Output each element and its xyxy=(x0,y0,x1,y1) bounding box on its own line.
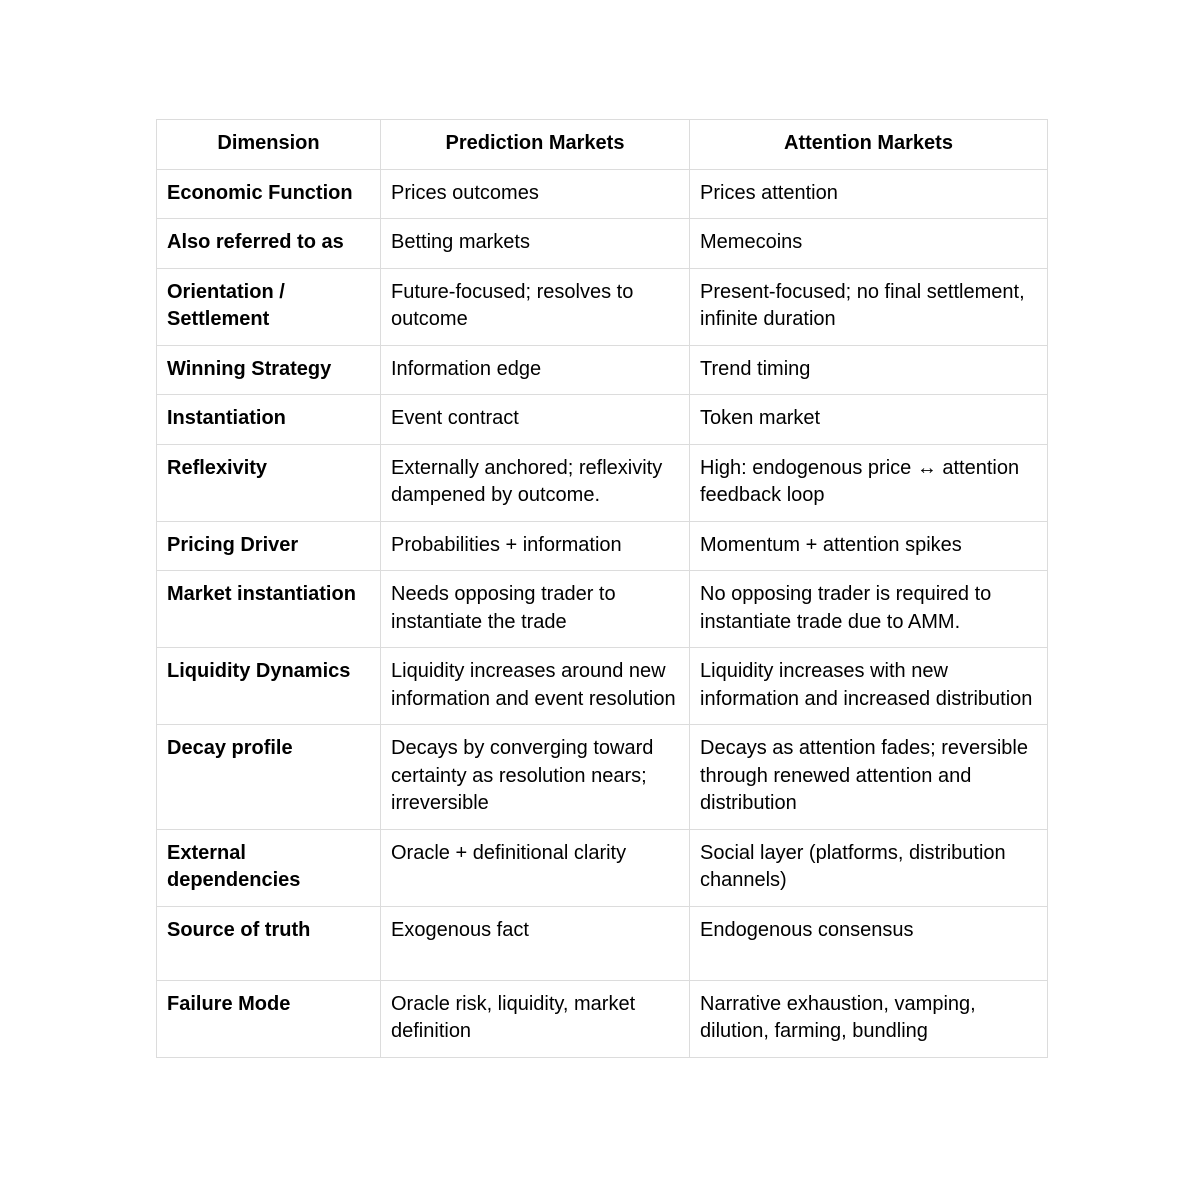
dimension-cell: Decay profile xyxy=(157,725,381,830)
table-row xyxy=(157,219,1048,269)
table-header-row xyxy=(157,120,1048,170)
comparison-table-container xyxy=(156,119,1047,1058)
prediction-cell: Future-focused; resolves to outcome xyxy=(381,268,690,345)
header-dimension: Dimension xyxy=(157,120,381,170)
prediction-cell: Probabilities + information xyxy=(381,521,690,571)
table-row xyxy=(157,345,1048,395)
prediction-cell: Event contract xyxy=(381,395,690,445)
table-row xyxy=(157,268,1048,345)
table-row xyxy=(157,906,1048,980)
dimension-cell: Reflexivity xyxy=(157,444,381,521)
attention-cell: Trend timing xyxy=(690,345,1048,395)
attention-cell: Momentum + attention spikes xyxy=(690,521,1048,571)
comparison-table xyxy=(156,119,1048,1058)
dimension-cell: Also referred to as xyxy=(157,219,381,269)
dimension-cell: Instantiation xyxy=(157,395,381,445)
prediction-cell: Liquidity increases around new information and event resolution xyxy=(381,648,690,725)
dimension-cell: External dependencies xyxy=(157,829,381,906)
attention-cell: High: endogenous price ↔ attention feedback loop xyxy=(690,444,1048,521)
attention-cell: No opposing trader is required to instantiate trade due to AMM. xyxy=(690,571,1048,648)
dimension-cell: Economic Function xyxy=(157,169,381,219)
prediction-cell: Information edge xyxy=(381,345,690,395)
table-row xyxy=(157,980,1048,1057)
attention-cell: Endogenous consensus xyxy=(690,906,1048,980)
dimension-cell: Failure Mode xyxy=(157,980,381,1057)
table-row xyxy=(157,648,1048,725)
attention-cell: Token market xyxy=(690,395,1048,445)
dimension-cell: Winning Strategy xyxy=(157,345,381,395)
table-row xyxy=(157,521,1048,571)
dimension-cell: Source of truth xyxy=(157,906,381,980)
prediction-cell: Prices outcomes xyxy=(381,169,690,219)
prediction-cell: Externally anchored; reflexivity dampened by outcome. xyxy=(381,444,690,521)
prediction-cell: Oracle + definitional clarity xyxy=(381,829,690,906)
attention-cell: Social layer (platforms, distribution channels) xyxy=(690,829,1048,906)
attention-cell: Memecoins xyxy=(690,219,1048,269)
header-attention-markets: Attention Markets xyxy=(690,120,1048,170)
table-row xyxy=(157,444,1048,521)
table-row xyxy=(157,169,1048,219)
prediction-cell: Decays by converging toward certainty as resolution nears; irreversible xyxy=(381,725,690,830)
table-row xyxy=(157,829,1048,906)
attention-cell: Liquidity increases with new information and increased distribution xyxy=(690,648,1048,725)
prediction-cell: Oracle risk, liquidity, market definition xyxy=(381,980,690,1057)
prediction-cell: Betting markets xyxy=(381,219,690,269)
table-row xyxy=(157,571,1048,648)
prediction-cell: Exogenous fact xyxy=(381,906,690,980)
table-row xyxy=(157,725,1048,830)
attention-cell: Prices attention xyxy=(690,169,1048,219)
attention-cell: Decays as attention fades; reversible through renewed attention and distribution xyxy=(690,725,1048,830)
dimension-cell: Market instantiation xyxy=(157,571,381,648)
table-row xyxy=(157,395,1048,445)
dimension-cell: Orientation / Settlement xyxy=(157,268,381,345)
attention-cell: Narrative exhaustion, vamping, dilution, farming, bundling xyxy=(690,980,1048,1057)
header-prediction-markets: Prediction Markets xyxy=(381,120,690,170)
dimension-cell: Pricing Driver xyxy=(157,521,381,571)
prediction-cell: Needs opposing trader to instantiate the trade xyxy=(381,571,690,648)
attention-cell: Present-focused; no final settlement, infinite duration xyxy=(690,268,1048,345)
dimension-cell: Liquidity Dynamics xyxy=(157,648,381,725)
